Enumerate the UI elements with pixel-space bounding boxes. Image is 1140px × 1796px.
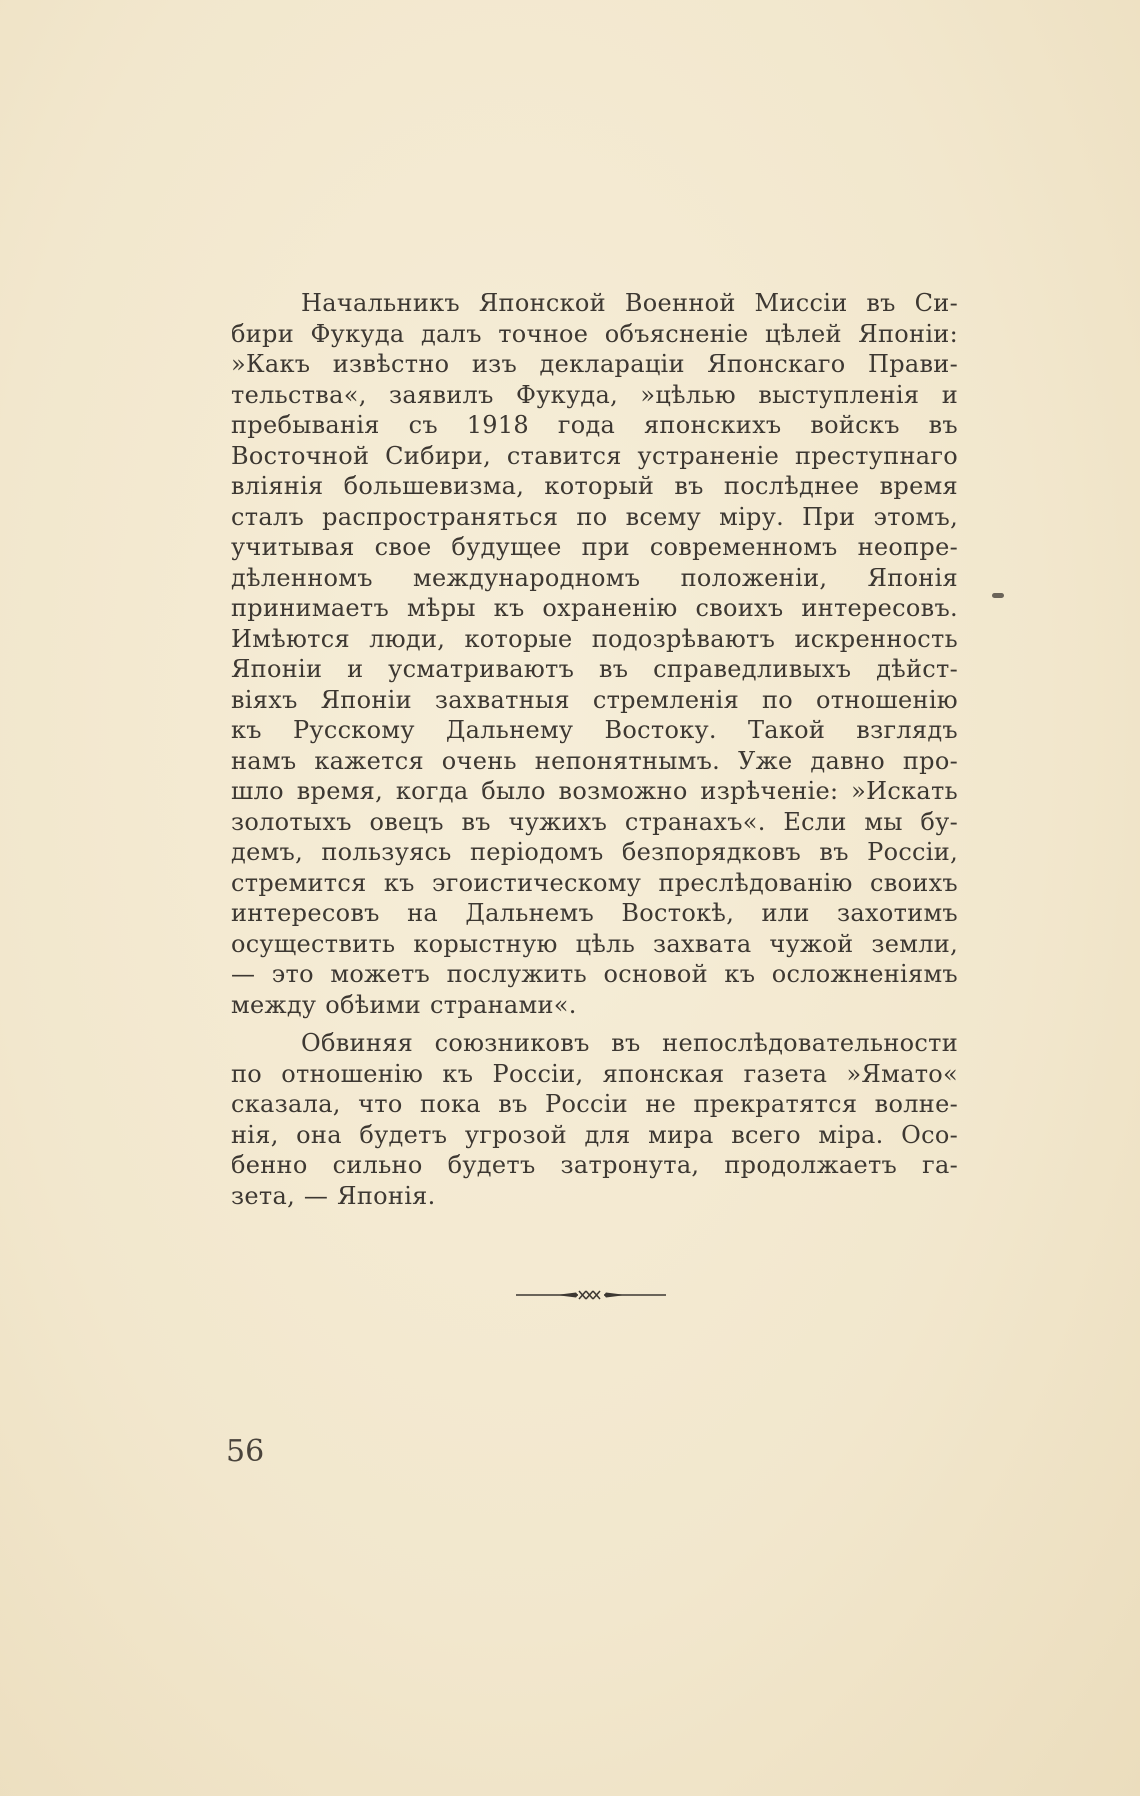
text-line: Начальникъ Японской Военной Миссіи въ Си- (301, 289, 958, 317)
text-line: золотыхъ овецъ въ чужихъ странахъ«. Если мы бу- (231, 807, 958, 836)
text-line: принимаетъ мѣры къ охраненію своихъ интересовъ. (231, 594, 958, 622)
text-line: вліянія большевизма, который въ послѣднее время (231, 472, 958, 500)
ornamental-divider (516, 1289, 666, 1301)
text-line: Обвиняя союзниковъ въ непослѣдовательности (301, 1029, 958, 1057)
text-line: по отношенію къ Россіи, японская газета »Ямато« (231, 1059, 958, 1088)
text-line: стремится къ эгоистическому преслѣдованію своихъ (231, 868, 958, 897)
text-line: осуществить корыстную цѣль захвата чужой земли, (231, 929, 958, 958)
text-line: зета, — Японія. (231, 1181, 436, 1210)
text-line: Имѣются люди, которые подозрѣваютъ искренность (231, 624, 958, 653)
text-line: сказала, что пока въ Россіи не прекратятся волне- (231, 1090, 958, 1118)
text-line: между обѣими странами«. (231, 990, 577, 1019)
text-line: нія, она будетъ угрозой для мира всего міра. Осо- (231, 1120, 958, 1149)
body-text (231, 288, 958, 1211)
text-line: »Какъ извѣстно изъ деклараціи Японскаго Прави- (231, 350, 958, 378)
text-line: сталъ распространяться по всему міру. При этомъ, (231, 502, 958, 531)
text-line: бири Фукуда далъ точное объясненіе цѣлей Японіи: (231, 319, 958, 348)
text-line: учитывая свое будущее при современномъ неопре- (231, 533, 958, 561)
text-line: віяхъ Японіи захватныя стремленія по отношенію (231, 685, 958, 714)
text-line: Японіи и усматриваютъ въ справедливыхъ дѣйст- (231, 655, 958, 683)
text-line: пребыванія съ 1918 года японскихъ войскъ въ (231, 411, 958, 439)
page-number: 56 (226, 1434, 265, 1469)
text-line: тельства«, заявилъ Фукуда, »цѣлью выступленія и (231, 380, 958, 409)
text-line: Восточной Сибири, ставится устраненіе преступнаго (231, 441, 958, 470)
text-line: къ Русскому Дальнему Востоку. Такой взглядъ (231, 716, 958, 744)
text-line: намъ кажется очень непонятнымъ. Уже давно про- (231, 746, 958, 775)
text-line: демъ, пользуясь періодомъ безпорядковъ въ Россіи, (231, 838, 958, 866)
ink-speck (992, 593, 1004, 598)
paragraph-fukuda-statement (231, 288, 958, 1020)
text-line: бенно сильно будетъ затронута, продолжаетъ га- (231, 1151, 958, 1179)
text-line: интересовъ на Дальнемъ Востокѣ, или захотимъ (231, 899, 958, 927)
text-line: дѣленномъ международномъ положеніи, Японія (231, 563, 958, 592)
text-line: шло время, когда было возможно изрѣченіе: »Искать (231, 777, 958, 805)
paragraph-yamato-newspaper (231, 1028, 958, 1211)
text-line: — это можетъ послужить основой къ осложненіямъ (231, 960, 958, 988)
